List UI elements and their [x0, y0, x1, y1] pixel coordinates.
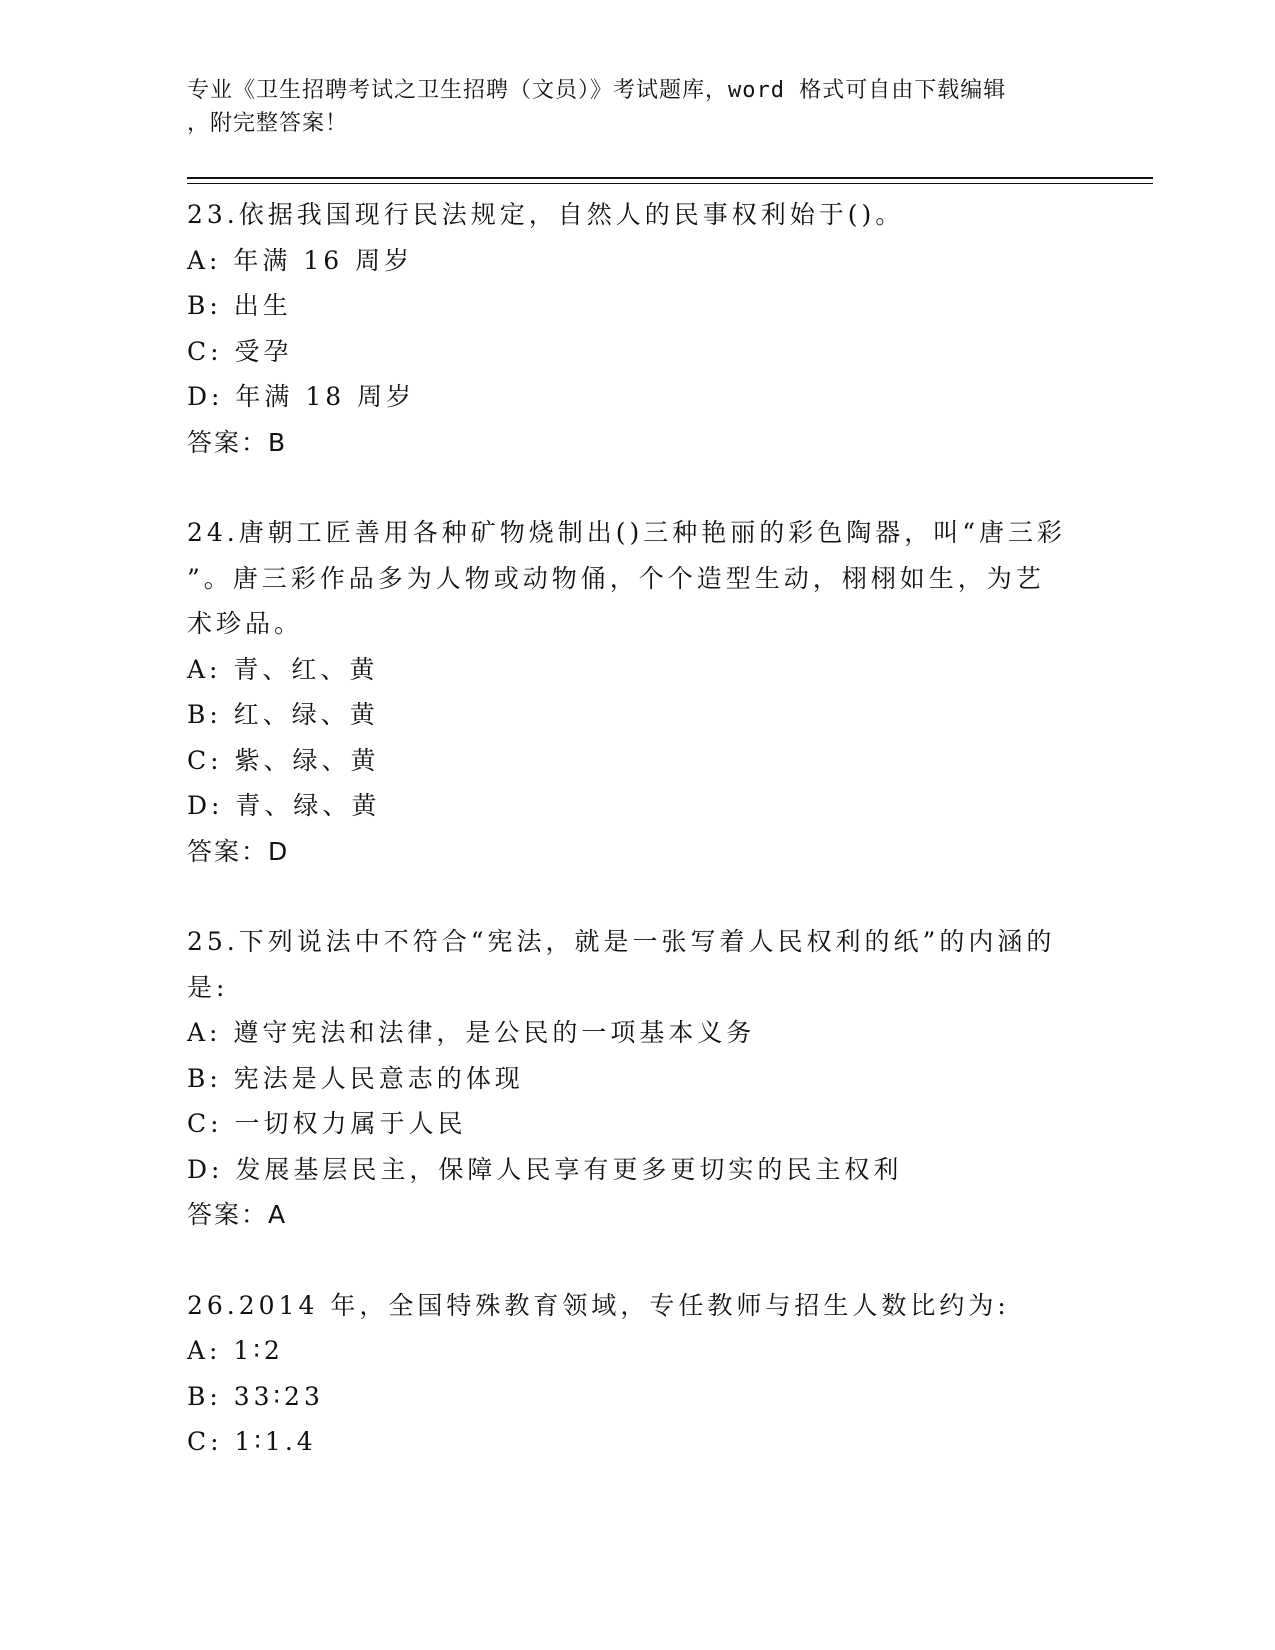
option-d: D: 青、绿、黄	[187, 791, 381, 820]
question-25	[187, 919, 1087, 1238]
question-stem: 26.2014 年，全国特殊教育领域，专任教师与招生人数比约为:	[187, 1290, 1010, 1320]
option-a: A: 1∶2	[187, 1336, 284, 1365]
header-line-2: ，附完整答案！	[187, 111, 349, 136]
answer: 答案：A	[187, 1200, 288, 1229]
question-stem-line-2: 是:	[187, 972, 229, 1002]
option-c: C: 紫、绿、黄	[187, 745, 380, 775]
answer: 答案：B	[187, 427, 288, 457]
option-a: A: 年满 16 周岁	[187, 245, 414, 275]
option-b: B: 红、绿、黄	[187, 700, 379, 729]
option-b: B: 33∶23	[187, 1381, 324, 1411]
header-divider-thin	[187, 183, 1153, 184]
option-c: C: 1∶1.4	[187, 1427, 317, 1456]
question-26	[187, 1283, 1087, 1465]
question-23	[187, 192, 1087, 465]
option-b: B: 宪法是人民意志的体现	[187, 1063, 524, 1093]
question-24	[187, 510, 1087, 874]
option-d: D: 年满 18 周岁	[187, 382, 416, 411]
option-b: B: 出生	[187, 291, 292, 320]
header-line-1: 专业《卫生招聘考试之卫生招聘（文员）》考试题库，word 格式可自由下载编辑	[187, 78, 1007, 103]
question-stem-line-2: ”。唐三彩作品多为人物或动物俑，个个造型生动，栩栩如生，为艺	[187, 563, 1045, 593]
option-a: A: 青、红、黄	[187, 654, 379, 684]
question-stem-line-1: 24.唐朝工匠善用各种矿物烧制出()三种艳丽的彩色陶器，叫“唐三彩	[187, 518, 1067, 547]
question-stem: 23.依据我国现行民法规定，自然人的民事权利始于()。	[187, 200, 905, 229]
answer: 答案：D	[187, 836, 290, 866]
option-c: C: 受孕	[187, 336, 293, 366]
question-list	[187, 192, 1087, 1510]
question-stem-line-1: 25.下列说法中不符合“宪法，就是一张写着人民权利的纸”的内涵的	[187, 927, 1056, 956]
document-header	[187, 74, 1067, 140]
option-c: C: 一切权力属于人民	[187, 1109, 467, 1138]
question-stem-line-3: 术珍品。	[187, 609, 304, 638]
header-divider-thick	[187, 177, 1153, 179]
option-d: D: 发展基层民主，保障人民享有更多更切实的民主权利	[187, 1154, 903, 1184]
option-a: A: 遵守宪法和法律，是公民的一项基本义务	[187, 1018, 756, 1047]
